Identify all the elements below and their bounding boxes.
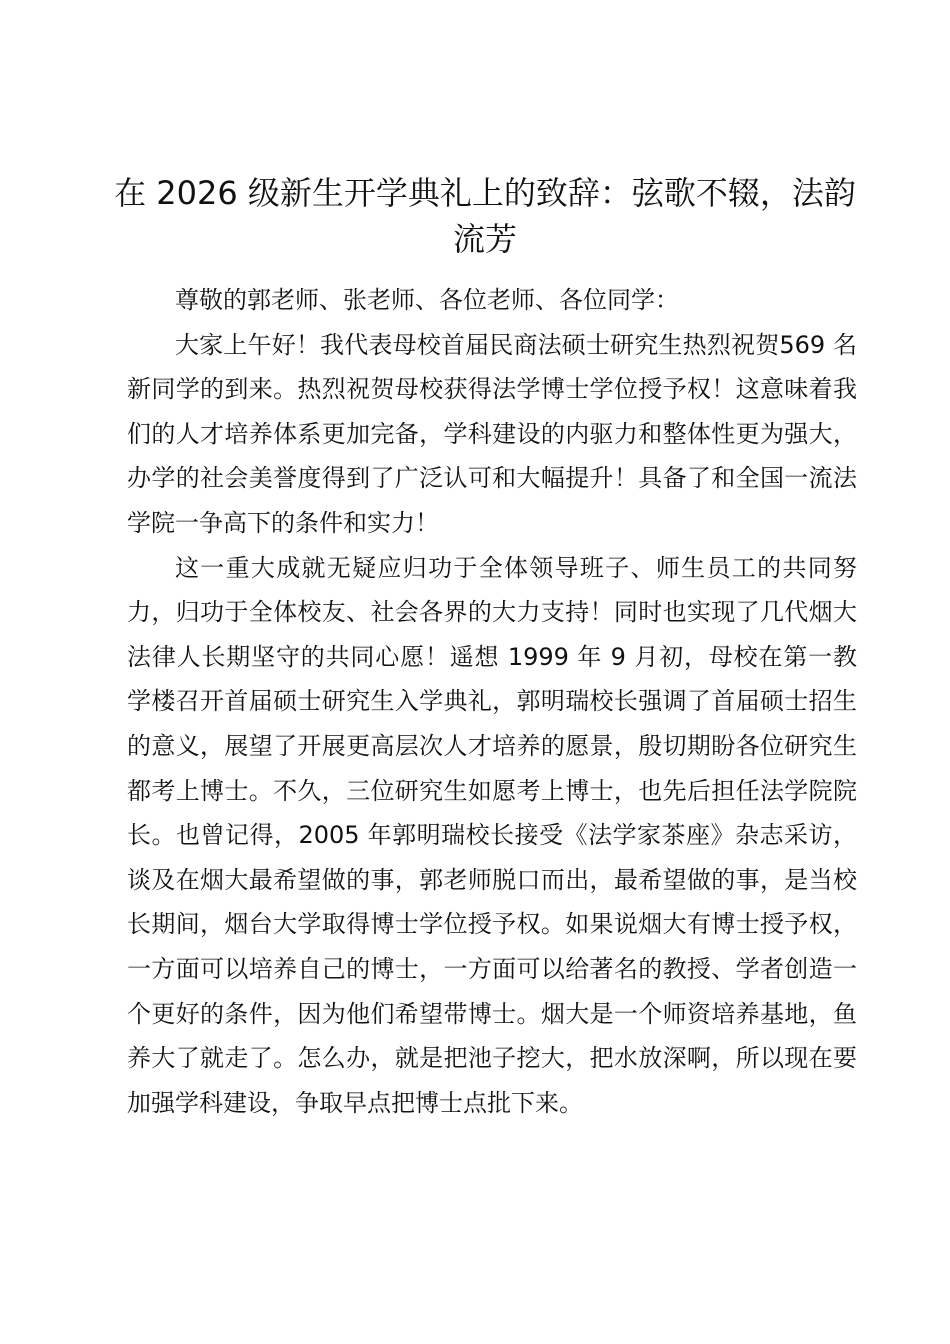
document-body [127, 278, 857, 1125]
document-title: 在 2026 级新生开学典礼上的致辞：弦歌不辍，法韵流芳 [114, 174, 856, 258]
salutation-paragraph: 尊敬的郭老师、张老师、各位老师、各位同学： [175, 286, 679, 314]
body-paragraph-2: 这一重大成就无疑应归功于全体领导班子、师生员工的共同努力，归功于全体校友、社会各界的大力支持！同时也实现了几代烟大法律人长期坚守的共同心愿！遥想 1999 年 9 月初，母校在第一教学楼召开首届硕士研究生入学典礼，郭明瑞校长强调了首届硕士招生的意义，展望了开展更高层次人才培养的愿景，殷切期盼各位研究生都考上博士。不久，三位研究生如愿考上博士，也先后担任法学院院长。也曾记得，2005 年郭明瑞校长接受《法学家茶座》杂志采访，谈及在烟大最希望做的事，郭老师脱口而出，最希望做的事，是当校长期间，烟台大学取得博士学位授予权。如果说烟大有博士授予权，一方面可以培养自己的博士，一方面可以给著名的教授、学者创造一个更好的条件，因为他们希望带博士。烟大是一个师资培养基地，鱼养大了就走了。怎么办，就是把池子挖大，把水放深啊，所以现在要加强学科建设，争取早点把博士点批下来。 [127, 553, 857, 1117]
body-paragraph-1: 大家上午好！我代表母校首届民商法硕士研究生热烈祝贺569 名新同学的到来。热烈祝贺母校获得法学博士学位授予权！这意味着我们的人才培养体系更加完备，学科建设的内驱力和整体性更为强大，办学的社会美誉度得到了广泛认可和大幅提升！具备了和全国一流法学院一争高下的条件和实力！ [127, 330, 857, 537]
